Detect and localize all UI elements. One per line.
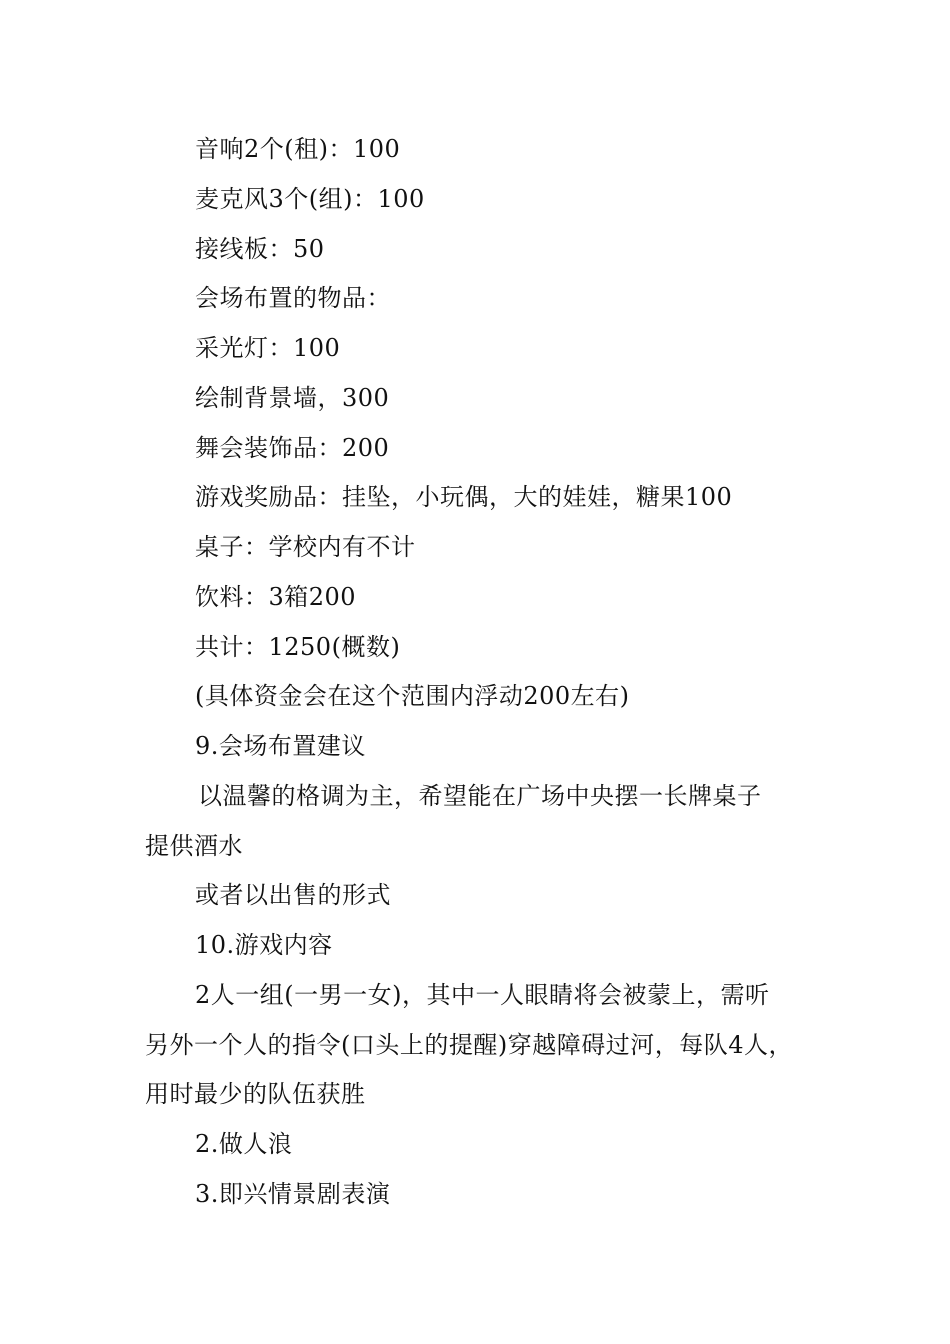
list-item-wave: 2.做人浪 (195, 1130, 293, 1158)
paragraph-sale-option: 或者以出售的形式 (195, 881, 391, 909)
budget-item-backdrop: 绘制背景墙，300 (195, 384, 390, 412)
budget-item-power-strip: 接线板：50 (195, 235, 325, 263)
paragraph-game-1-line-2: 另外一个人的指令(口头上的提醒)穿越障碍过河，每队4人， (145, 1031, 793, 1059)
budget-item-microphone: 麦克风3个(组)：100 (195, 185, 425, 213)
budget-item-lighting: 采光灯：100 (195, 334, 341, 362)
paragraph-venue-suggestion-line-2: 提供酒水 (145, 832, 243, 860)
section-heading-venue-suggestion: 9.会场布置建议 (195, 732, 366, 760)
budget-item-drinks: 饮料：3箱200 (195, 583, 357, 611)
budget-note: (具体资金会在这个范围内浮动200左右) (195, 682, 630, 710)
budget-total: 共计：1250(概数) (195, 633, 401, 661)
section-heading-games: 10.游戏内容 (195, 931, 333, 959)
budget-item-audio: 音响2个(租)：100 (195, 135, 401, 163)
budget-item-prizes: 游戏奖励品：挂坠，小玩偶，大的娃娃，糖果100 (195, 483, 733, 511)
venue-items-heading: 会场布置的物品： (195, 284, 391, 312)
budget-item-tables: 桌子：学校内有不计 (195, 533, 416, 561)
budget-item-decorations: 舞会装饰品：200 (195, 434, 390, 462)
paragraph-venue-suggestion-line-1: 以温馨的格调为主，希望能在广场中央摆一长牌桌子 (198, 782, 762, 810)
list-item-improv: 3.即兴情景剧表演 (195, 1180, 391, 1208)
paragraph-game-1-line-3: 用时最少的队伍获胜 (145, 1080, 366, 1108)
paragraph-game-1-line-1: 2人一组(一男一女)，其中一人眼睛将会被蒙上，需听 (195, 981, 770, 1009)
